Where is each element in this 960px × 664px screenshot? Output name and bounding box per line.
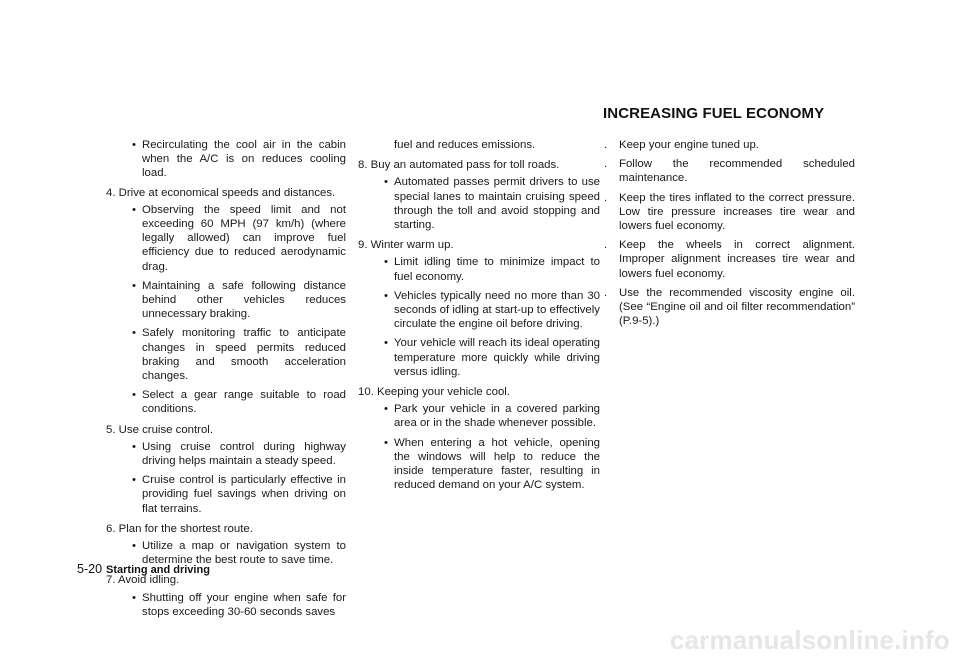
bullet-item: • Utilize a map or navigation system to determine the best route to save time. [132, 540, 346, 567]
bullet-item: • Your vehicle will reach its ideal operating temperature more quickly while driving versus idling. [384, 337, 600, 378]
bullet-icon: • [132, 327, 136, 340]
bullet-item: • Park your vehicle in a covered parking area or in the shade whenever possible. [384, 403, 600, 430]
bullet-item: • Shutting off your engine when safe for stops exceeding 30-60 seconds saves [132, 591, 346, 618]
tip-item: . Follow the recommended scheduled maintenance. [604, 158, 855, 185]
tip-item: . Keep the tires inflated to the correct pressure. Low tire pressure increases tire wear and lowers fuel economy. [604, 191, 855, 233]
bullet-icon: . [604, 191, 608, 204]
bullet-icon: • [132, 203, 136, 216]
list-item-label: 6. Plan for the shortest route. [106, 522, 253, 535]
bullet-item: • Vehicles typically need no more than 30 seconds of idling at start-up to effectively circulate the engine oil before driving. [384, 289, 600, 331]
bullet-item: • Limit idling time to minimize impact to fuel economy. [384, 256, 600, 283]
page-number: 5-20 [77, 562, 103, 576]
bullet-icon: • [132, 389, 136, 402]
section-title: INCREASING FUEL ECONOMY [603, 105, 825, 122]
bullet-icon: • [384, 403, 388, 416]
list-item-label: 8. Buy an automated pass for toll roads. [358, 159, 560, 172]
bullet-icon: • [384, 176, 388, 189]
bullet-icon: • [132, 279, 136, 292]
tip-item: . Keep the wheels in correct alignment. Improper alignment increases tire wear and lowers fuel economy. [604, 239, 855, 280]
bullet-item: • Using cruise control during highway driving helps maintain a steady speed. [132, 440, 346, 468]
bullet-item: • Maintaining a safe following distance behind other vehicles reduces unnecessary braking. [132, 279, 346, 321]
list-item-4 [106, 186, 346, 417]
list-item-10 [358, 385, 600, 492]
bullet-icon: • [384, 289, 388, 302]
tip-item: . Keep your engine tuned up. [604, 139, 759, 151]
list-item-5 [106, 423, 346, 516]
bullet-icon: • [132, 474, 136, 487]
column-2 [358, 138, 600, 498]
list-item-9 [358, 238, 600, 379]
list-item-label: 9. Winter warm up. [358, 239, 454, 252]
list-item-label: 5. Use cruise control. [106, 423, 213, 436]
bullet-icon: • [384, 436, 388, 449]
footer-section-name: Starting and driving [106, 564, 210, 576]
list-item-label: 4. Drive at economical speeds and distances. [106, 186, 336, 199]
column-1 [106, 138, 346, 625]
list-item-label: 10. Keeping your vehicle cool. [358, 386, 510, 399]
bullet-icon: . [604, 158, 608, 171]
bullet-icon: • [384, 337, 388, 350]
page-footer [77, 562, 210, 576]
bullet-item: • Observing the speed limit and not exceeding 60 MPH (97 km/h) (where legally allowed) can improve fuel efficiency due to reduced aerodynamic drag. [132, 203, 346, 273]
bullet-item: • Recirculating the cool air in the cabin when the A/C is on reduces cooling load. [132, 139, 346, 180]
bullet-item: • Cruise control is particularly effective in providing fuel savings when driving on flat terrains. [132, 474, 346, 515]
list-item-label: 7. Avoid idling. [106, 574, 180, 587]
list-item-8 [358, 158, 600, 232]
list-item-7 [106, 573, 346, 619]
bullet-icon: • [132, 591, 136, 604]
bullet-icon: • [132, 139, 136, 151]
column-3 [603, 138, 855, 333]
bullet-item: • Safely monitoring traffic to anticipate changes in speed permits reduced braking and smooth acceleration changes. [132, 327, 346, 383]
bullet-icon: . [604, 239, 608, 252]
bullet-icon: . [604, 286, 608, 299]
bullet-item: • When entering a hot vehicle, opening the windows will help to reduce the inside temperature faster, resulting in reduced demand on your A/C system. [384, 436, 600, 492]
tip-item: . Use the recommended viscosity engine oil. (See “Engine oil and oil filter recommendation” (P.9-5).) [604, 286, 855, 328]
bullet-item: • Select a gear range suitable to road conditions. [132, 389, 346, 416]
continuation-text: fuel and reduces emissions. [394, 139, 536, 151]
list-item-6 [106, 522, 346, 568]
bullet-icon: . [604, 139, 608, 151]
bullet-item: • Automated passes permit drivers to use special lanes to maintain cruising speed through the toll and avoid stopping and starting. [384, 176, 600, 232]
lead-bullets [106, 138, 346, 181]
bullet-icon: • [384, 256, 388, 269]
watermark: carmanualsonline.info [669, 625, 950, 655]
bullet-icon: • [132, 540, 136, 553]
bullet-icon: • [132, 440, 136, 453]
